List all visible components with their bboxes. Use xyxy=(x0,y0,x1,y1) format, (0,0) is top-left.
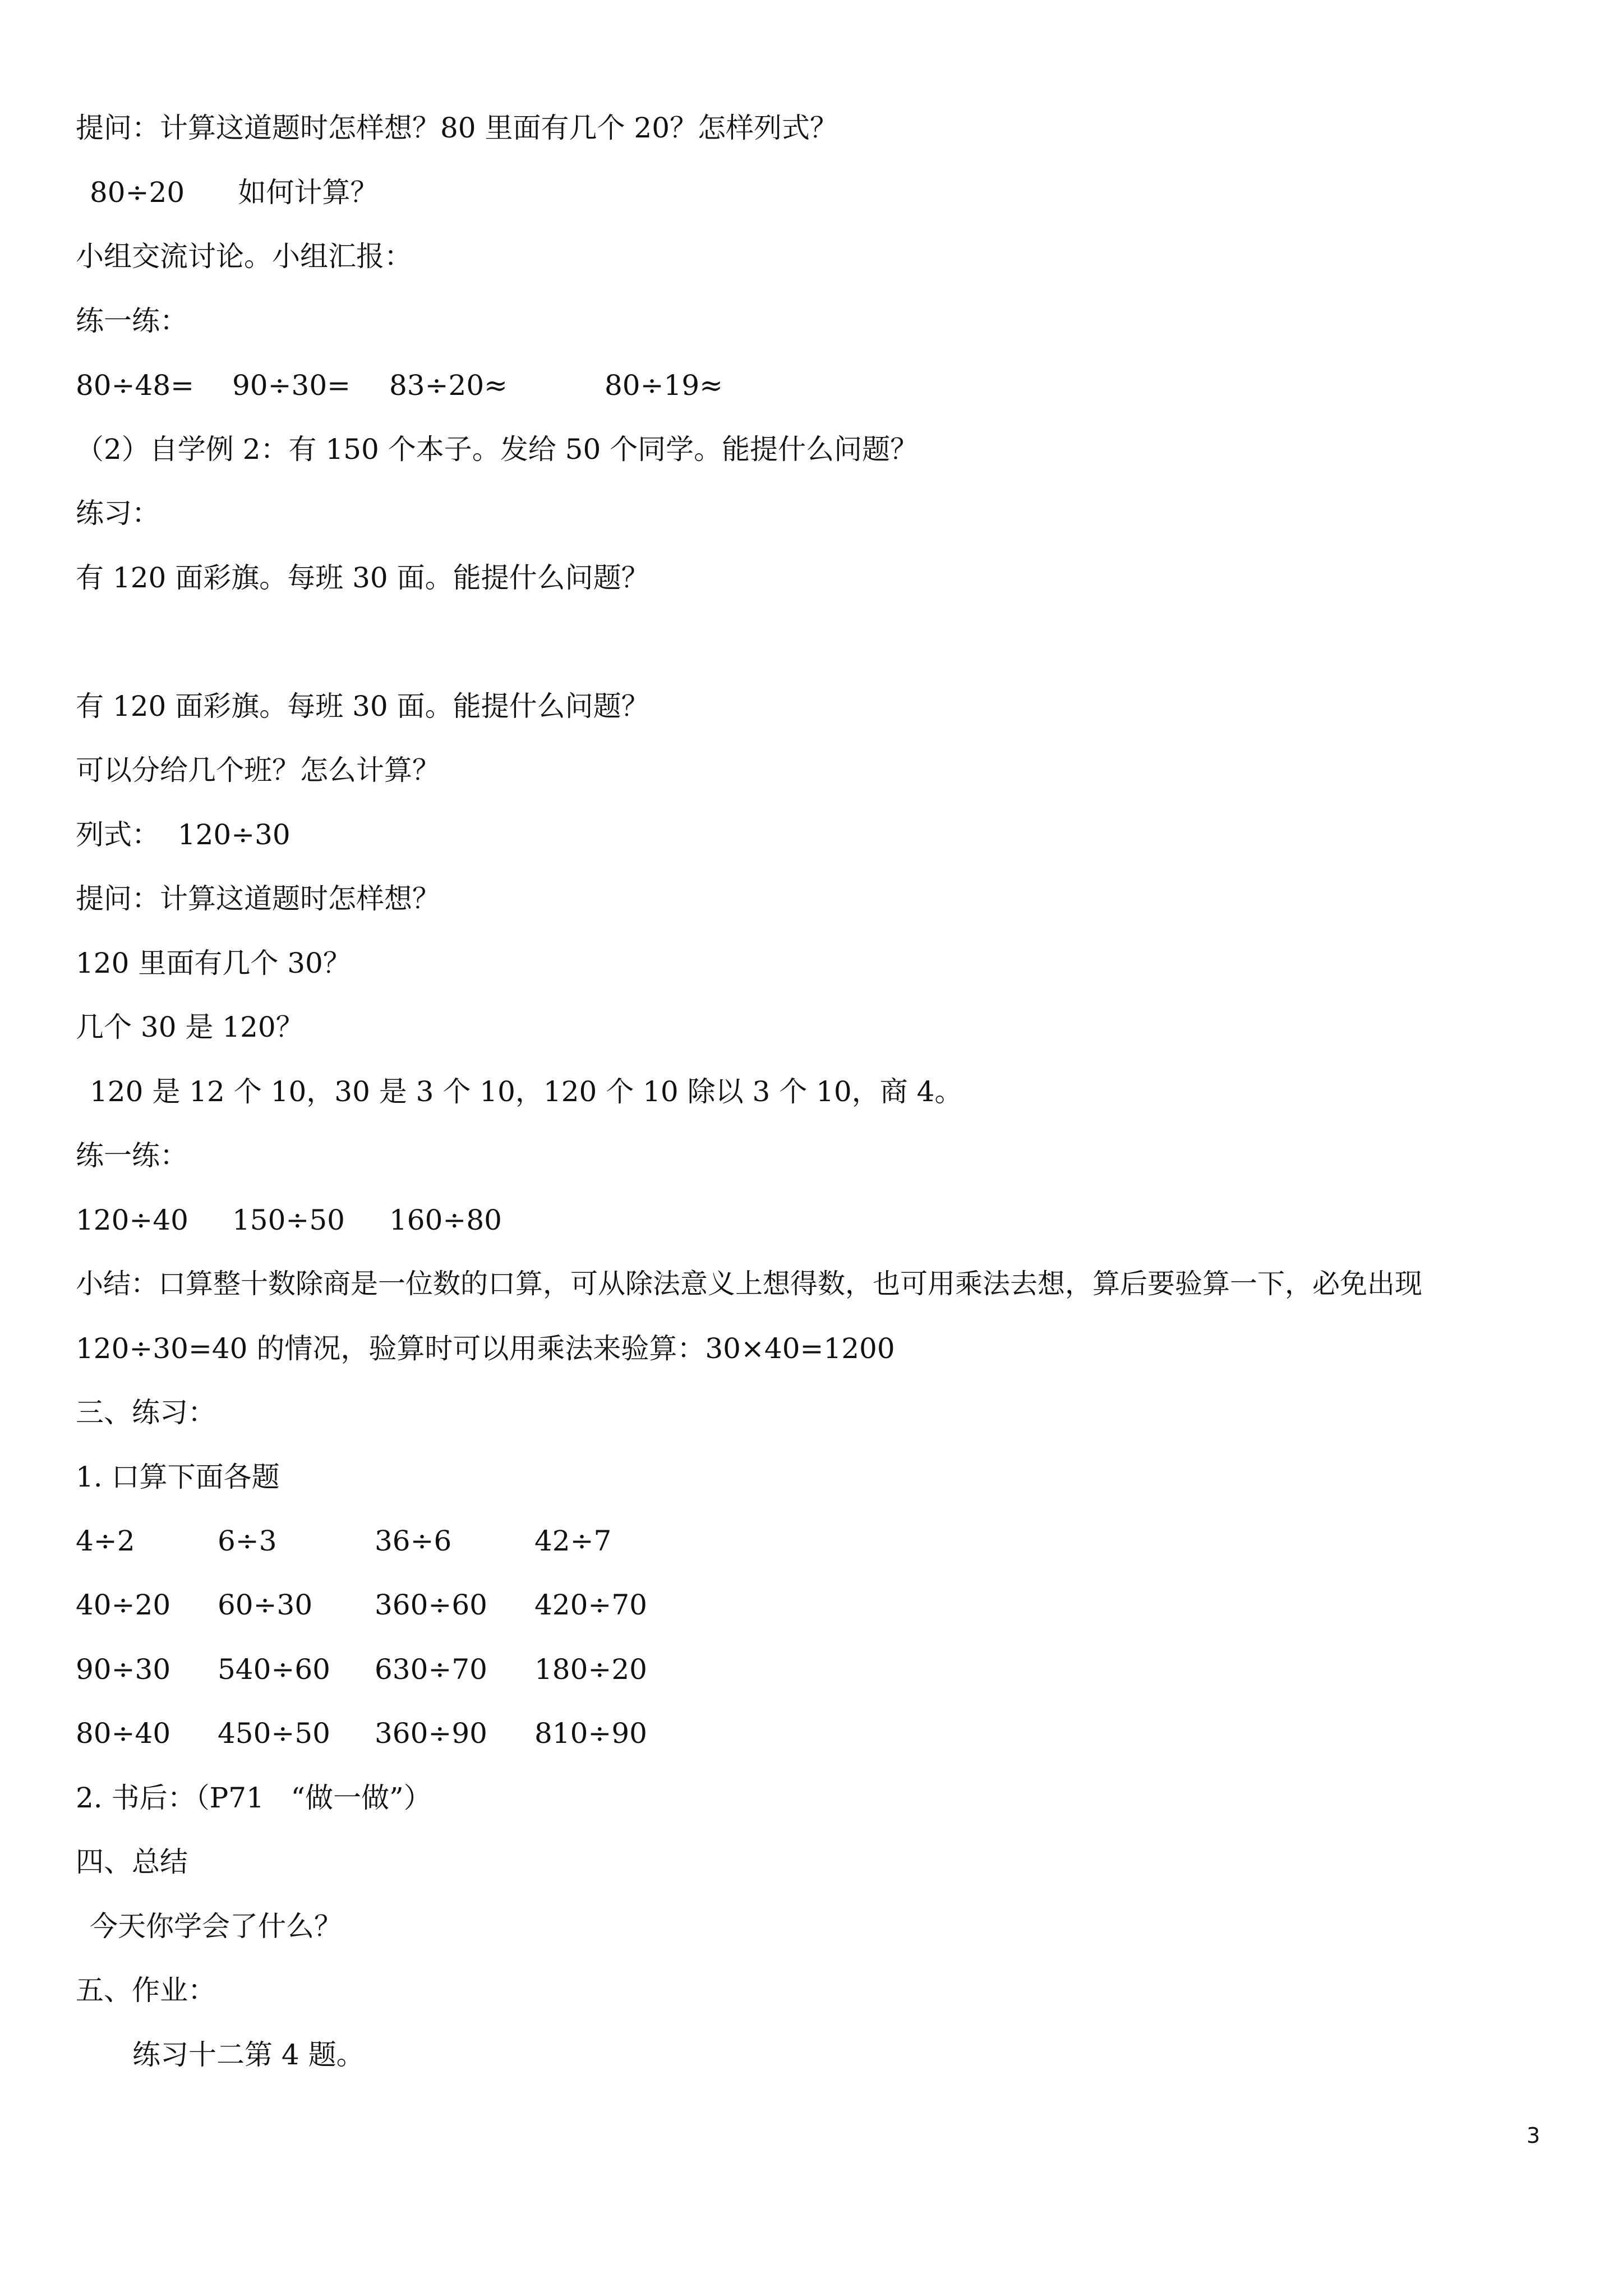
group-discussion-text: 小组交流讨论。小组汇报： xyxy=(76,240,412,273)
grid-item: 36÷6 xyxy=(375,1525,452,1557)
practice-item: 90÷30= xyxy=(232,369,351,402)
grid-item: 60÷30 xyxy=(218,1589,313,1621)
homework-text: 练习十二第 4 题。 xyxy=(132,2039,365,2071)
grid-item: 180÷20 xyxy=(534,1653,647,1686)
formula-text: 列式： 120÷30 xyxy=(76,818,291,851)
question-text: 几个 30 是 120？ xyxy=(76,1011,304,1043)
grid-item: 40÷20 xyxy=(76,1589,171,1621)
summary-text: 120÷30=40 的情况，验算时可以用乘法来验算：30×40=1200 xyxy=(76,1332,895,1365)
summary-question: 今天你学会了什么？ xyxy=(90,1910,342,1943)
practice-item: 80÷48= xyxy=(76,369,195,402)
textbook-reference: 2. 书后：（P71 “做一做”） xyxy=(76,1782,432,1814)
grid-item: 80÷40 xyxy=(76,1717,171,1750)
grid-item: 420÷70 xyxy=(534,1589,647,1621)
practice-heading: 练一练： xyxy=(76,305,188,337)
exercise-instruction: 1. 口算下面各题 xyxy=(76,1461,280,1493)
page-number: 3 xyxy=(1527,2123,1541,2148)
question-text: 提问：计算这道题时怎样想？80 里面有几个 20？怎样列式？ xyxy=(76,112,838,144)
question-text: 提问：计算这道题时怎样想？ xyxy=(76,882,440,915)
grid-item: 360÷90 xyxy=(375,1717,487,1750)
expression-text: 80÷20 如何计算？ xyxy=(90,176,379,209)
explanation-text: 120 是 12 个 10，30 是 3 个 10，120 个 10 除以 3 个 10，商 4。 xyxy=(90,1075,963,1108)
summary-text: 小结：口算整十数除商是一位数的口算，可从除法意义上想得数，也可用乘法去想，算后要验算一下，必免出现 xyxy=(76,1268,1423,1300)
grid-item: 810÷90 xyxy=(534,1717,647,1750)
section-heading: 五、作业： xyxy=(76,1974,216,2007)
grid-item: 360÷60 xyxy=(375,1589,487,1621)
grid-item: 42÷7 xyxy=(534,1525,612,1557)
grid-item: 6÷3 xyxy=(218,1525,277,1557)
grid-item: 4÷2 xyxy=(76,1525,135,1557)
flag-question: 有 120 面彩旗。每班 30 面。能提什么问题？ xyxy=(76,562,649,594)
practice-item: 80÷19≈ xyxy=(605,369,723,402)
grid-item: 630÷70 xyxy=(375,1653,487,1686)
exercise-heading: 练习： xyxy=(76,497,160,530)
question-text: 120 里面有几个 30？ xyxy=(76,947,351,979)
grid-item: 90÷30 xyxy=(76,1653,171,1686)
practice-item: 120÷40 xyxy=(76,1204,188,1236)
how-to-calc-text: 可以分给几个班？怎么计算？ xyxy=(76,754,440,786)
practice-item: 150÷50 xyxy=(232,1204,345,1236)
grid-item: 450÷50 xyxy=(218,1717,330,1750)
flag-question: 有 120 面彩旗。每班 30 面。能提什么问题？ xyxy=(76,690,649,723)
practice-heading: 练一练： xyxy=(76,1139,188,1172)
practice-item: 160÷80 xyxy=(389,1204,502,1236)
self-study-example: （2）自学例 2：有 150 个本子。发给 50 个同学。能提什么问题？ xyxy=(76,433,919,466)
section-heading: 三、练习： xyxy=(76,1396,216,1429)
section-heading: 四、总结 xyxy=(76,1846,188,1878)
practice-item: 83÷20≈ xyxy=(389,369,508,402)
grid-item: 540÷60 xyxy=(218,1653,330,1686)
